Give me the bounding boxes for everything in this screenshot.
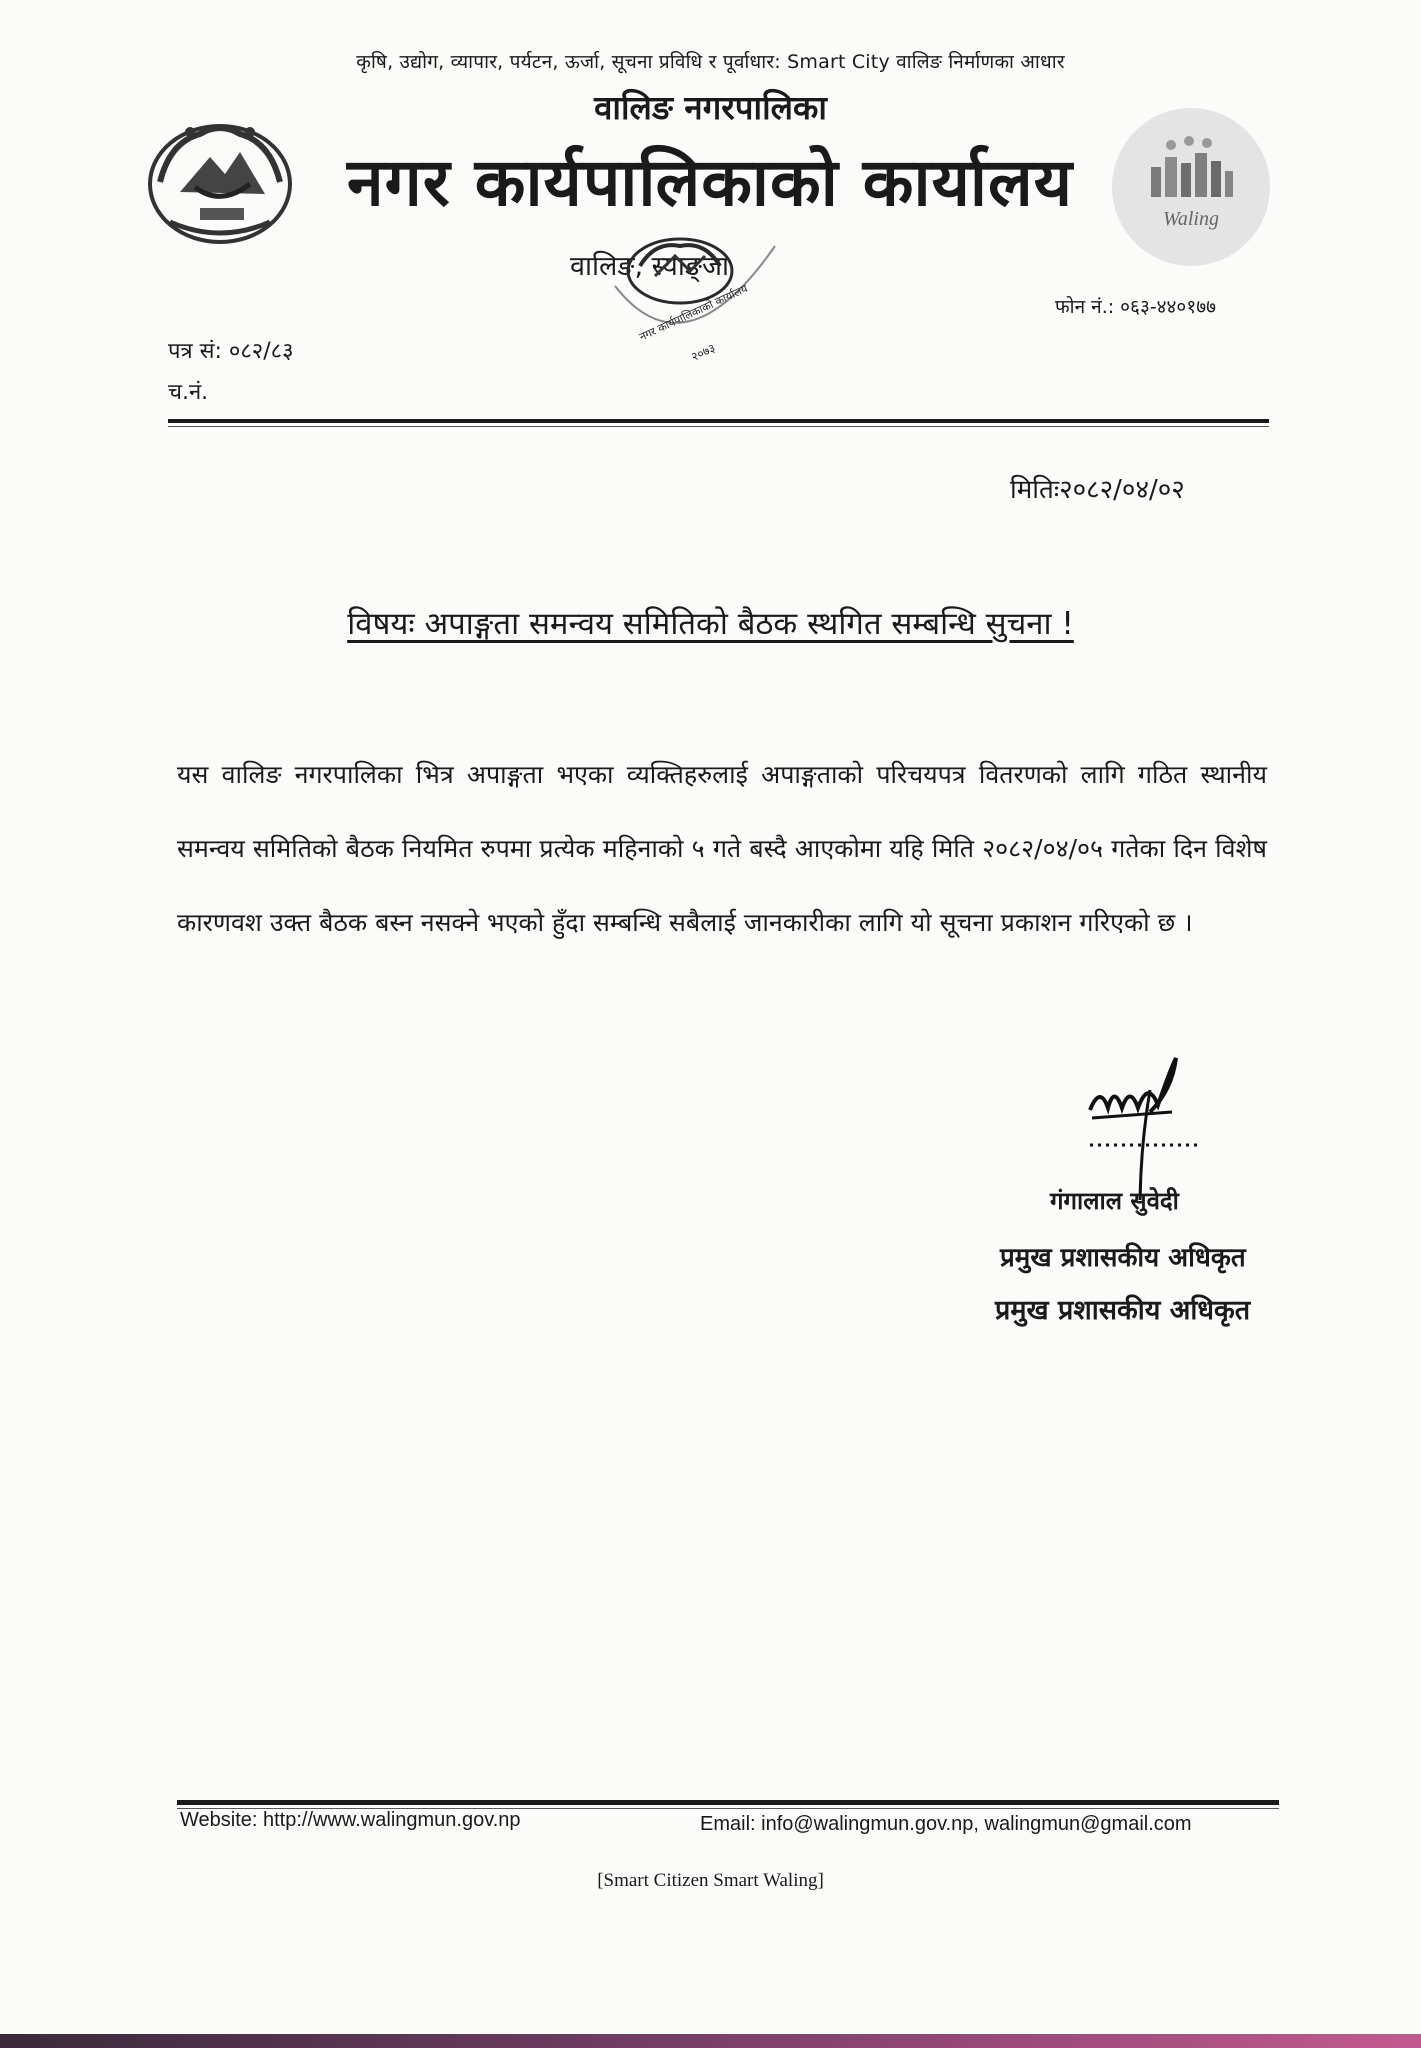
dispatch-number: च.नं. — [168, 380, 209, 405]
signatory-title-stamp: प्रमुख प्रशासकीय अधिकृत — [995, 1295, 1251, 1326]
signatory-title: प्रमुख प्रशासकीय अधिकृत — [1000, 1243, 1246, 1273]
svg-text:नगर कार्यपालिकाको कार्यालय: नगर कार्यपालिकाको कार्यालय — [637, 282, 750, 344]
letter-body: यस वालिङ नगरपालिका भित्र अपाङ्गता भएका व्यक्तिहरुलाई अपाङ्गताको परिचयपत्र वितरणको लागि गठित स्थानीय समन्वय समितिको बैठक नियमित रुपमा प्रत्येक महिनाको ५ गते बस्दै आएकोमा यहि मिति २०८२/०४/०५ गतेका दिन विशेष कारणवश उक्त बैठक बस्न नसक्ने भएको हुँदा सम्बन्धि सबैलाई जानकारीका लागि यो सूचना प्रकाशन गरिएको छ । — [177, 760, 1267, 937]
letter-date: मितिः२०८२/०४/०२ — [1010, 475, 1185, 505]
nepal-government-emblem-icon — [140, 112, 300, 252]
svg-text:२०७३: २०७३ — [689, 340, 718, 364]
footer-email: Email: info@walingmun.gov.np, walingmun@gmail.com — [700, 1813, 1192, 1835]
handwritten-signature — [1080, 1050, 1210, 1200]
page-bottom-edge — [0, 2034, 1421, 2048]
waling-logo-text: Waling — [1163, 208, 1219, 230]
header-divider — [168, 419, 1269, 423]
office-title: नगर कार्यपालिकाको कार्यालय — [347, 144, 1073, 221]
letter-subject: विषयः अपाङ्गता समन्वय समितिको बैठक स्थगित सम्बन्धि सुचना ! — [347, 606, 1074, 642]
footer-slogan: [Smart Citizen Smart Waling] — [597, 1870, 824, 1891]
municipality-name: वालिङ नगरपालिका — [594, 88, 827, 127]
footer-divider — [177, 1800, 1279, 1805]
signatory-name: गंगालाल सुवेदी — [1050, 1187, 1179, 1215]
footer-website: Website: http://www.walingmun.gov.np — [180, 1809, 521, 1831]
header-divider-thin — [168, 426, 1269, 427]
header-tagline: कृषि, उद्योग, व्यापार, पर्यटन, ऊर्जा, सूचना प्रविधि र पूर्वाधार: Smart City वालिङ निर्माणका आधार — [356, 51, 1065, 73]
phone-number: फोन नं.: ०६३-४४०१७७ — [1055, 296, 1216, 318]
waling-city-logo — [1112, 108, 1270, 266]
city-skyline-icon — [1131, 127, 1251, 247]
letter-number: पत्र सं: ०८२/८३ — [168, 339, 294, 364]
office-address: वालिङ, स्याङ्जा — [570, 251, 730, 282]
office-seal-stamp — [595, 226, 795, 406]
